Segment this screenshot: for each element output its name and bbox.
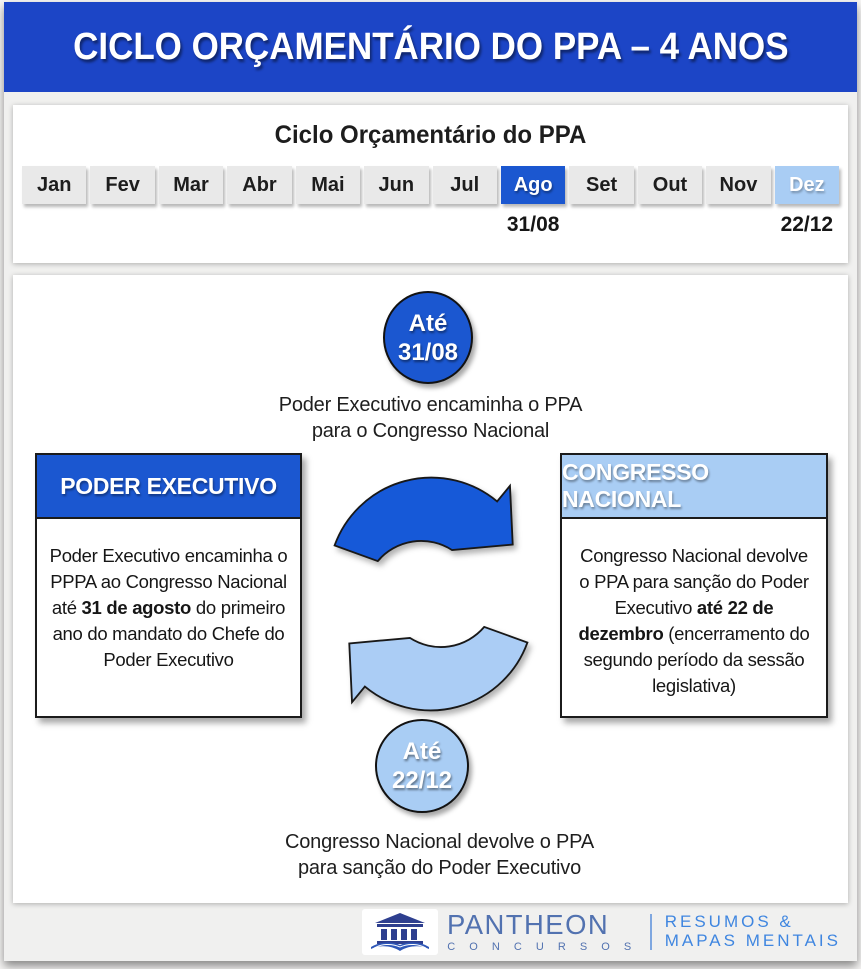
month-dez: Dez — [775, 166, 839, 204]
month-mar: Mar — [159, 166, 223, 204]
congress-box-text — [562, 519, 826, 699]
logo-divider — [650, 914, 652, 950]
congress-text-bold: até 22 de dezembro — [578, 597, 774, 644]
footer — [4, 903, 857, 961]
deadline-circle-december — [375, 719, 469, 813]
page — [4, 2, 857, 961]
date-cell — [296, 210, 360, 240]
calendar-title: Ciclo Orçamentário do PPA — [274, 121, 587, 149]
month-out: Out — [638, 166, 702, 204]
date-under-ago: 31/08 — [506, 213, 560, 236]
bottom-caption-line1: Congresso Nacional devolve o PPA — [285, 831, 594, 853]
calendar-card — [13, 105, 848, 263]
pantheon-logo — [362, 909, 841, 955]
brand-name: PANTHEON — [447, 909, 610, 940]
tagline-line1: RESUMOS & — [664, 912, 794, 932]
top-caption — [13, 392, 848, 444]
month-jun: Jun — [364, 166, 428, 204]
date-cell — [227, 210, 291, 240]
date-cell — [364, 210, 428, 240]
banner — [4, 2, 857, 92]
date-cell — [569, 210, 633, 240]
deadline-circle-august — [383, 291, 473, 384]
executive-text-bold: 31 de agosto — [81, 597, 192, 618]
month-jul: Jul — [433, 166, 497, 204]
date-cell — [638, 210, 702, 240]
executive-box-title: PODER EXECUTIVO — [37, 455, 300, 519]
bottom-caption-line2: para sanção do Poder Executivo — [297, 857, 582, 879]
congress-text-before: Congresso Nacional devolve o PPA para sanção do Poder Executivo — [579, 545, 809, 618]
months-row — [22, 166, 839, 204]
deadline-circle-august-label: Até — [408, 309, 448, 337]
deadline-circle-december-date: 22/12 — [391, 767, 453, 794]
bottom-caption — [13, 829, 848, 881]
congress-text-after: (encerramento do segundo período da sessão legislativa) — [583, 623, 810, 696]
deadline-circle-december-label: Até — [402, 738, 442, 765]
congress-box — [560, 453, 828, 718]
dates-row — [22, 210, 839, 240]
tagline-line2: MAPAS MENTAIS — [664, 931, 841, 950]
tagline-stack — [665, 913, 841, 950]
executive-box-text — [37, 519, 300, 673]
date-cell — [159, 210, 223, 240]
deadline-circle-august-date: 31/08 — [397, 338, 459, 366]
date-cell — [22, 210, 86, 240]
date-under-dez: 22/12 — [780, 213, 834, 236]
date-cell — [433, 210, 497, 240]
executive-box — [35, 453, 302, 718]
brand-subtitle: C O N C U R S O S — [447, 941, 637, 953]
top-caption-line2: para o Congresso Nacional — [311, 420, 550, 442]
cycle-arrow-return-icon — [330, 603, 532, 727]
date-cell — [706, 210, 770, 240]
month-mai: Mai — [296, 166, 360, 204]
date-cell — [90, 210, 154, 240]
diagram-card — [13, 275, 848, 903]
congress-box-title: CONGRESSO NACIONAL — [562, 455, 826, 519]
month-abr: Abr — [227, 166, 291, 204]
executive-text-after: do primeiro ano do mandato do Chefe do Poder Executivo — [52, 597, 286, 670]
month-jan: Jan — [22, 166, 86, 204]
executive-text-before: Poder Executivo encaminha o PPPA ao Congresso Nacional até — [49, 545, 288, 618]
pantheon-temple-book-icon — [362, 909, 438, 955]
top-caption-line1: Poder Executivo encaminha o PPA — [278, 394, 583, 416]
brand-stack — [447, 911, 636, 953]
banner-title: CICLO ORÇAMENTÁRIO DO PPA – 4 ANOS — [72, 25, 789, 68]
cycle-arrow-forward-icon — [330, 461, 532, 585]
month-set: Set — [569, 166, 633, 204]
month-fev: Fev — [90, 166, 154, 204]
month-nov: Nov — [706, 166, 770, 204]
month-ago: Ago — [501, 166, 565, 204]
